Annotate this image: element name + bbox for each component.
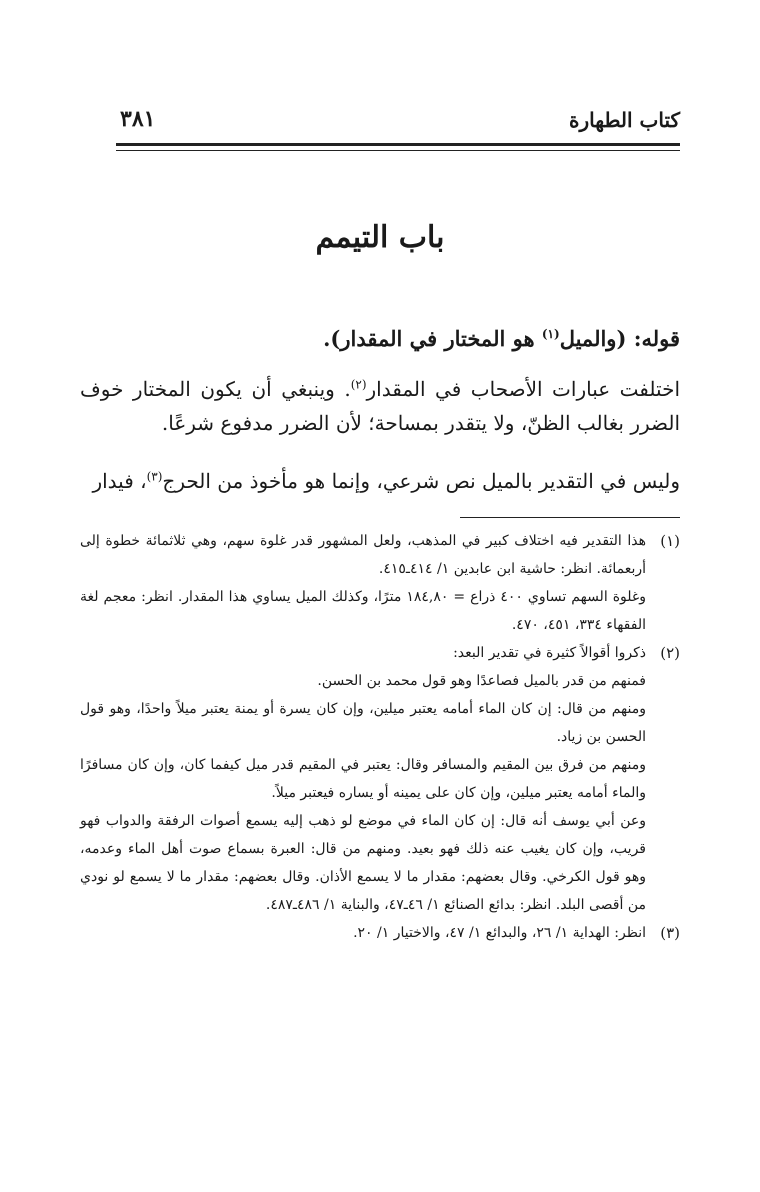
footnote-body bbox=[80, 919, 646, 947]
body-paragraph-2 bbox=[80, 464, 680, 498]
footnote-line: هذا التقدير فيه اختلاف كبير في المذهب، ولعل المشهور قدر غلوة سهم، وهي ثلاثمائة خطوة إلى أربعمائة. انظر: حاشية ابن عابدين ١/ ٤١٤ـ٤١٥. bbox=[80, 533, 646, 577]
footnote-number: (٣) bbox=[660, 924, 680, 942]
footnote-line: وعن أبي يوسف أنه قال: إن كان الماء في موضع لو ذهب إليه يسمع أصوات الرفقة والدواب فهو قريب، وإن كان يغيب عنه ذلك فهو بعيد. ومنهم من قال: العبرة بسماع صوت أهل الماء وعدمه، وهو قول الكرخي. وقال بعضهم: مقدار ما لا يسمع الأذان. وقال بعضهم: مقدار ما لا يسمع لو نودي من أقصى البلد. انظر: بدائع الصنائع ١/ ٤٦ـ٤٧، والبناية ١/ ٤٨٦ـ٤٨٧. bbox=[80, 813, 646, 913]
page-number: ٣٨١ bbox=[120, 106, 156, 132]
paragraph-1-text-end: . وينبغي أن يكون المختار خوف الضرر بغالب الظنّ، ولا يتقدر بمساحة؛ لأن الضرر مدفوع شرعًا. bbox=[80, 377, 680, 435]
footnote-separator bbox=[460, 517, 680, 518]
chapter-title: باب التيمم bbox=[315, 220, 445, 255]
header-rule-thick bbox=[116, 143, 680, 146]
footnote-number: (١) bbox=[660, 532, 680, 550]
paragraph-2-text-end: ، فيدار bbox=[92, 469, 147, 493]
footnote-line: انظر: الهداية ١/ ٢٦، والبدائع ١/ ٤٧، والاختيار ١/ ٢٠. bbox=[353, 925, 646, 941]
quote-text-end: هو المختار في المقدار). bbox=[323, 326, 542, 351]
paragraph-2-text-start: وليس في التقدير بالميل نص شرعي، وإنما هو مأخوذ من الحرج bbox=[162, 469, 680, 493]
footnote-3 bbox=[80, 919, 680, 947]
footnote-line: ذكروا أقوالاً كثيرة في تقدير البعد: bbox=[453, 645, 646, 661]
footnote-line: ومنهم من قال: إن كان الماء أمامه يعتبر ميلين، وإن كان يسرة أو يمنة يعتبر ميلاً واحدًا، وهو قول الحسن بن زياد. bbox=[80, 701, 646, 745]
paragraph-1-text-start: اختلفت عبارات الأصحاب في المقدار bbox=[366, 377, 680, 401]
footnote-body bbox=[80, 639, 646, 919]
footnote-ref-3[interactable]: (٣) bbox=[146, 469, 163, 484]
quote-text-start: قوله: (والميل bbox=[559, 326, 680, 351]
footnote-ref-1[interactable]: (١) bbox=[541, 327, 560, 341]
quoted-statement bbox=[80, 322, 680, 356]
footnotes-section bbox=[80, 527, 680, 947]
footnote-ref-2[interactable]: (٢) bbox=[350, 377, 367, 392]
footnote-number: (٢) bbox=[660, 644, 680, 662]
header-rule-thin bbox=[116, 150, 680, 151]
footnote-body bbox=[80, 527, 646, 639]
footnote-line: وغلوة السهم تساوي ٤٠٠ ذراع = ١٨٤,٨٠ مترًا، وكذلك الميل يساوي هذا المقدار. انظر: معجم لغة الفقهاء ٣٣٤، ٤٥١، ٤٧٠. bbox=[80, 589, 646, 633]
footnote-line: ومنهم من فرق بين المقيم والمسافر وقال: يعتبر في المقيم قدر ميل كيفما كان، وإن كان مسافرًا والماء أمامه يعتبر ميلين، وإن كان على يمينه أو يساره فيعتبر ميلاً. bbox=[80, 757, 646, 801]
footnote-1 bbox=[80, 527, 680, 639]
footnote-2 bbox=[80, 639, 680, 919]
running-header-title: كتاب الطهارة bbox=[569, 108, 680, 132]
footnote-line: فمنهم من قدر بالميل فصاعدًا وهو قول محمد بن الحسن. bbox=[317, 673, 646, 689]
body-paragraph-1 bbox=[80, 372, 680, 440]
